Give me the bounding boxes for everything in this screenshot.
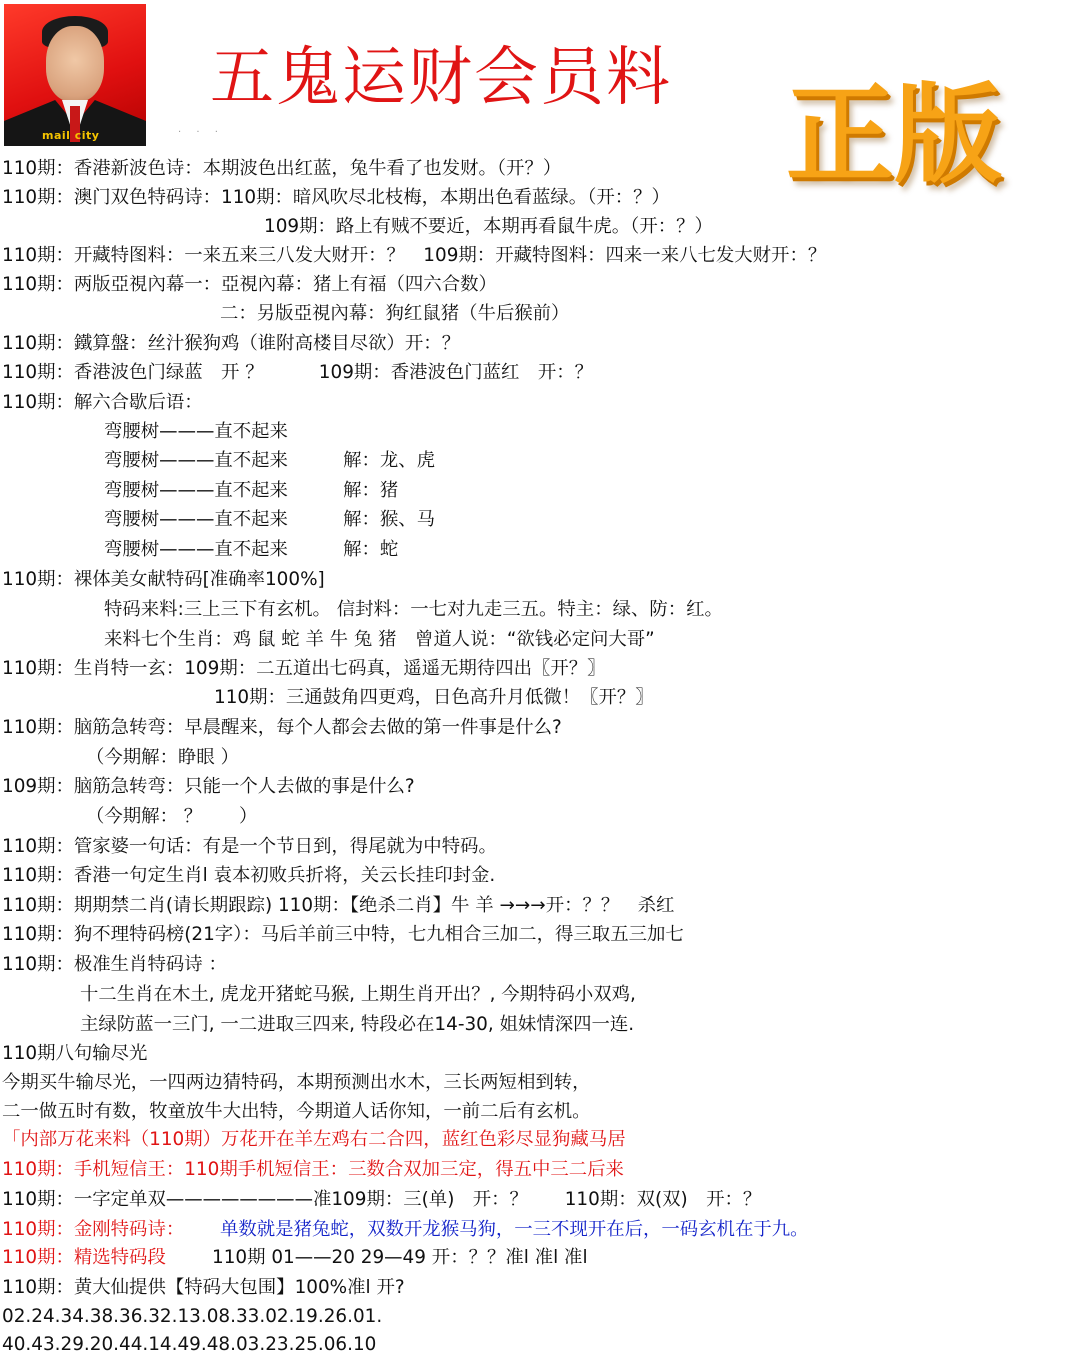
text-line: 110期：脑筋急转弯：早晨醒来，每个人都会去做的第一件事是什么? <box>2 717 562 738</box>
red-text-line: 110期：精选特码段 <box>2 1247 166 1268</box>
red-text-line: 110期：金刚特码诗： <box>2 1219 185 1240</box>
text-line: 弯腰树———直不起来 解：猪 <box>104 480 399 501</box>
text-line: 110期：两版亞視內幕一：亞視內幕：猪上有福（四六合数） <box>2 274 497 295</box>
text-line: 110期：期期禁二肖(请长期跟踪) 110期：【绝杀二肖】牛 羊 →→→开：？？ 杀红 <box>2 895 675 916</box>
text-line: 110期：解六合歇后语： <box>2 392 203 413</box>
portrait-face <box>46 26 104 102</box>
text-line: 弯腰树———直不起来 解：蛇 <box>104 539 399 560</box>
text-line: 主绿防蓝一三门, 一二进取三四来, 特段必在14-30, 姐妹情深四一连. <box>80 1014 635 1035</box>
text-line: 弯腰树———直不起来 <box>104 421 288 442</box>
portrait-logo: mail city <box>42 129 100 142</box>
portrait-photo <box>4 4 146 146</box>
text-line: 110期：狗不理特码榜(21字）：马后羊前三中特，七九相合三加二，得三取五三加七 <box>2 924 684 945</box>
text-line: （今期解：睁眼 ） <box>86 747 239 768</box>
text-line: 十二生肖在木土, 虎龙开猪蛇马猴, 上期生肖开出？, 今期特码小双鸡, <box>80 984 636 1005</box>
text-line: 二一做五时有数，牧童放牛大出特，今期道人话你知，一前二后有玄机。 <box>2 1101 591 1122</box>
text-line: 特码来料:三上三下有玄机。 信封料：一七对九走三五。特主：绿、防：红。 <box>104 599 723 620</box>
text-line: 来料七个生肖：鸡 鼠 蛇 羊 牛 兔 猪 曾道人说：“欲钱必定问大哥” <box>104 629 655 650</box>
authentic-badge: 正版 <box>786 72 1003 198</box>
text-line: 110期：鐵算盤：丝汁猴狗鸡（谁附高楼目尽欲）开：？ <box>2 333 461 354</box>
red-text-line: 「内部万花来料（110期）万花开在羊左鸡右二合四，蓝红色彩尽显狗藏马居 <box>2 1129 626 1150</box>
text-line: 110期：黄大仙提供【特码大包围】100%准l 开? <box>2 1277 405 1298</box>
text-line: 110期：香港一句定生肖l 袁本初败兵折将，关云长挂印封金. <box>2 865 496 886</box>
text-line: 110期：开藏特图料：一来五来三八发大财开：？ 109期：开藏特图料：四来一来八七发大财开：？ <box>2 245 827 266</box>
text-line: 今期买牛输尽光，一四两边猜特码，本期预测出水木，三长两短相到转， <box>2 1072 591 1093</box>
text-line: 弯腰树———直不起来 解：猴、马 <box>104 509 436 530</box>
text-line: 110期：极准生肖特码诗 ： <box>2 954 227 975</box>
text-line: 109期：路上有贼不要近，本期再看鼠牛虎。（开：？） <box>264 216 713 237</box>
text-line: 110期：管家婆一句话：有是一个节日到，得尾就为中特码。 <box>2 836 497 857</box>
text-line: 弯腰树———直不起来 解：龙、虎 <box>104 450 436 471</box>
red-text-line: 110期：手机短信王：110期手机短信王：三数合双加三定，得五中三二后来 <box>2 1159 624 1180</box>
text-line: 110期：香港新波色诗：本期波色出红蓝，兔牛看了也发财。（开？） <box>2 158 562 179</box>
text-line: 110期：澳门双色特码诗：110期：暗风吹尽北枝梅，本期出色看蓝绿。（开：？） <box>2 187 670 208</box>
number-line: 02.24.34.38.36.32.13.08.33.02.19.26.01. <box>2 1306 383 1327</box>
text-line: 110期：一字定单双————————准109期：三(单) 开：？ 110期：双(双) 开：？ <box>2 1189 762 1210</box>
text-line: 110期：生肖特一玄：109期：二五道出七码真，遥遥无期待四出〖开？〗 <box>2 658 606 679</box>
text-line: 110期：裸体美女献特码[准确率100%] <box>2 569 325 590</box>
text-line: 110期 01——20 29—49 开：？？准l 准l 准l <box>212 1247 588 1268</box>
text-line: 110期：三通鼓角四更鸡，日色高升月低微！〖开？〗 <box>214 687 654 708</box>
page-title: 五鬼运财会员料 <box>210 41 672 115</box>
text-line: 110期：香港波色门绿蓝 开 ？ 109期：香港波色门蓝红 开：？ <box>2 362 593 383</box>
text-line: 109期：脑筋急转弯：只能一个人去做的事是什么? <box>2 776 415 797</box>
blue-text-line: 单数就是猪兔蛇，双数开龙猴马狗，一三不现开在后，一码玄机在于九。 <box>220 1219 809 1240</box>
text-line: 110期八句输尽光 <box>2 1043 148 1064</box>
number-line: 40.43.29.20.44.14.49.48.03.23.25.06.10 <box>2 1334 377 1355</box>
title-dots: . . . <box>178 124 224 135</box>
text-line: 二：另版亞視內幕：狗红鼠猪（牛后猴前） <box>220 303 570 324</box>
text-line: （今期解： ？ ） <box>86 806 258 827</box>
